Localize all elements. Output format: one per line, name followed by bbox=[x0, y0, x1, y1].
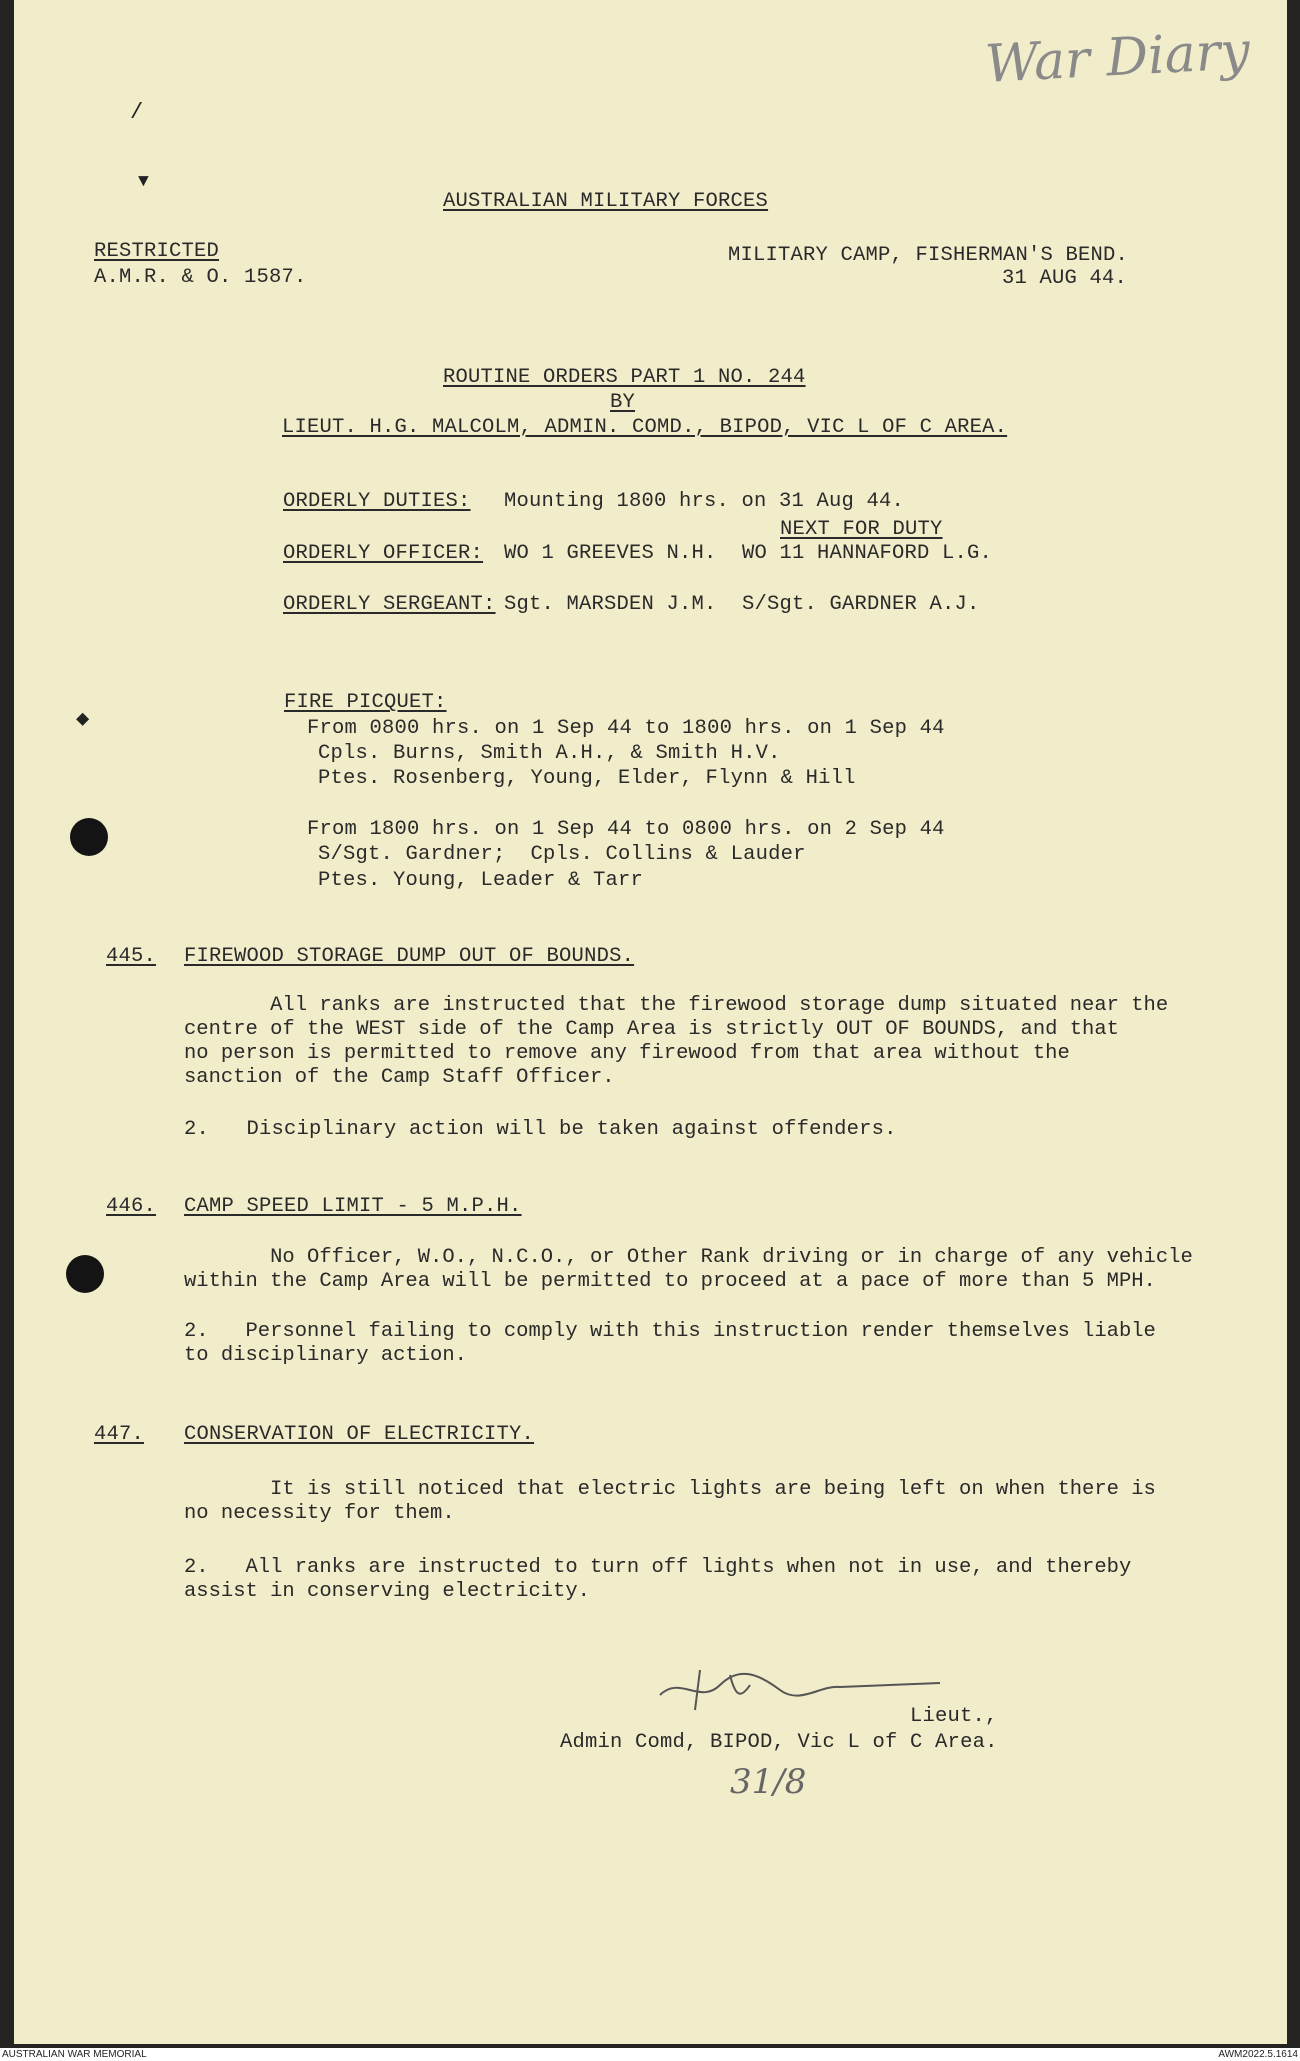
torn-hole-mark: ◆ bbox=[76, 707, 90, 732]
order-number: 446. bbox=[106, 1195, 157, 1218]
orderly-sergeant-next: S/Sgt. GARDNER A.J. bbox=[742, 593, 980, 616]
organisation-heading: AUSTRALIAN MILITARY FORCES bbox=[443, 190, 769, 213]
signatory-rank: Lieut., bbox=[910, 1705, 998, 1728]
footer-institution: AUSTRALIAN WAR MEMORIAL bbox=[2, 2049, 147, 2060]
order-subparagraph: 2. Personnel failing to comply with this instruction render themselves liable to disciplinary action. bbox=[184, 1320, 1156, 1367]
handwritten-initials: 31/8 bbox=[730, 1762, 807, 1802]
pencil-tick-mark: / bbox=[130, 100, 144, 125]
fire-picquet-line: From 1800 hrs. on 1 Sep 44 to 0800 hrs. on 2 Sep 44 bbox=[307, 818, 945, 841]
orderly-duties-value: Mounting 1800 hrs. on 31 Aug 44. bbox=[504, 490, 905, 513]
reference-number: A.M.R. & O. 1587. bbox=[94, 266, 307, 289]
fire-picquet-heading: FIRE PICQUET: bbox=[284, 691, 447, 714]
order-heading: CAMP SPEED LIMIT - 5 M.P.H. bbox=[184, 1195, 522, 1218]
punch-hole-top bbox=[70, 818, 108, 856]
fire-picquet-line: Ptes. Rosenberg, Young, Elder, Flynn & Hill bbox=[318, 767, 856, 790]
order-subparagraph: 2. Disciplinary action will be taken against offenders. bbox=[184, 1118, 897, 1141]
order-subparagraph: 2. All ranks are instructed to turn off lights when not in use, and thereby assist in conserving electricity. bbox=[184, 1556, 1132, 1603]
fire-picquet-line: Cpls. Burns, Smith A.H., & Smith H.V. bbox=[318, 742, 781, 765]
order-paragraph: No Officer, W.O., N.C.O., or Other Rank driving or in charge of any vehicle within the Camp Area will be permitted to proceed at a pace of more than 5 MPH. bbox=[184, 1246, 1193, 1293]
orderly-duties-label: ORDERLY DUTIES: bbox=[283, 490, 471, 513]
title-by: BY bbox=[610, 391, 636, 414]
footer-accession-number: AWM2022.5.1614 bbox=[1218, 2049, 1298, 2060]
signatory-appointment: Admin Comd, BIPOD, Vic L of C Area. bbox=[560, 1731, 998, 1754]
document-date: 31 AUG 44. bbox=[1002, 267, 1128, 290]
fire-picquet-line: Ptes. Young, Leader & Tarr bbox=[318, 869, 644, 892]
order-paragraph: It is still noticed that electric lights are being left on when there is no necessity for them. bbox=[184, 1478, 1156, 1525]
orderly-officer-next: WO 11 HANNAFORD L.G. bbox=[742, 542, 993, 565]
handwritten-note: War Diary bbox=[983, 21, 1252, 95]
orderly-sergeant-value: Sgt. MARSDEN J.M. bbox=[504, 593, 717, 616]
order-heading: FIREWOOD STORAGE DUMP OUT OF BOUNDS. bbox=[184, 945, 635, 968]
issuing-officer: LIEUT. H.G. MALCOLM, ADMIN. COMD., BIPOD, VIC L OF C AREA. bbox=[282, 416, 1008, 439]
punch-hole-bottom bbox=[66, 1255, 104, 1293]
order-number: 445. bbox=[106, 945, 157, 968]
order-paragraph-text: All ranks are instructed that the firewood storage dump situated near the centre of the WEST side of the Camp Area is strictly OUT OF BOUNDS, and that no person is permitted to remove any firewood from that area without the sanction of the Camp Staff Officer. bbox=[184, 994, 1169, 1089]
signature-scrawl bbox=[640, 1655, 950, 1725]
fire-picquet-line: From 0800 hrs. on 1 Sep 44 to 1800 hrs. on 1 Sep 44 bbox=[307, 717, 945, 740]
fire-picquet-line: S/Sgt. Gardner; Cpls. Collins & Lauder bbox=[318, 843, 806, 866]
routine-orders-title: ROUTINE ORDERS PART 1 NO. 244 bbox=[443, 366, 806, 389]
classification: RESTRICTED bbox=[94, 240, 220, 263]
order-heading: CONSERVATION OF ELECTRICITY. bbox=[184, 1423, 535, 1446]
orderly-sergeant-label: ORDERLY SERGEANT: bbox=[283, 593, 496, 616]
binder-mark: ▼ bbox=[138, 172, 149, 192]
order-paragraph bbox=[184, 994, 1168, 1090]
order-number: 447. bbox=[94, 1423, 145, 1446]
orderly-officer-value: WO 1 GREEVES N.H. bbox=[504, 542, 717, 565]
orderly-officer-label: ORDERLY OFFICER: bbox=[283, 542, 484, 565]
next-for-duty-label: NEXT FOR DUTY bbox=[780, 518, 943, 541]
location: MILITARY CAMP, FISHERMAN'S BEND. bbox=[728, 244, 1129, 267]
